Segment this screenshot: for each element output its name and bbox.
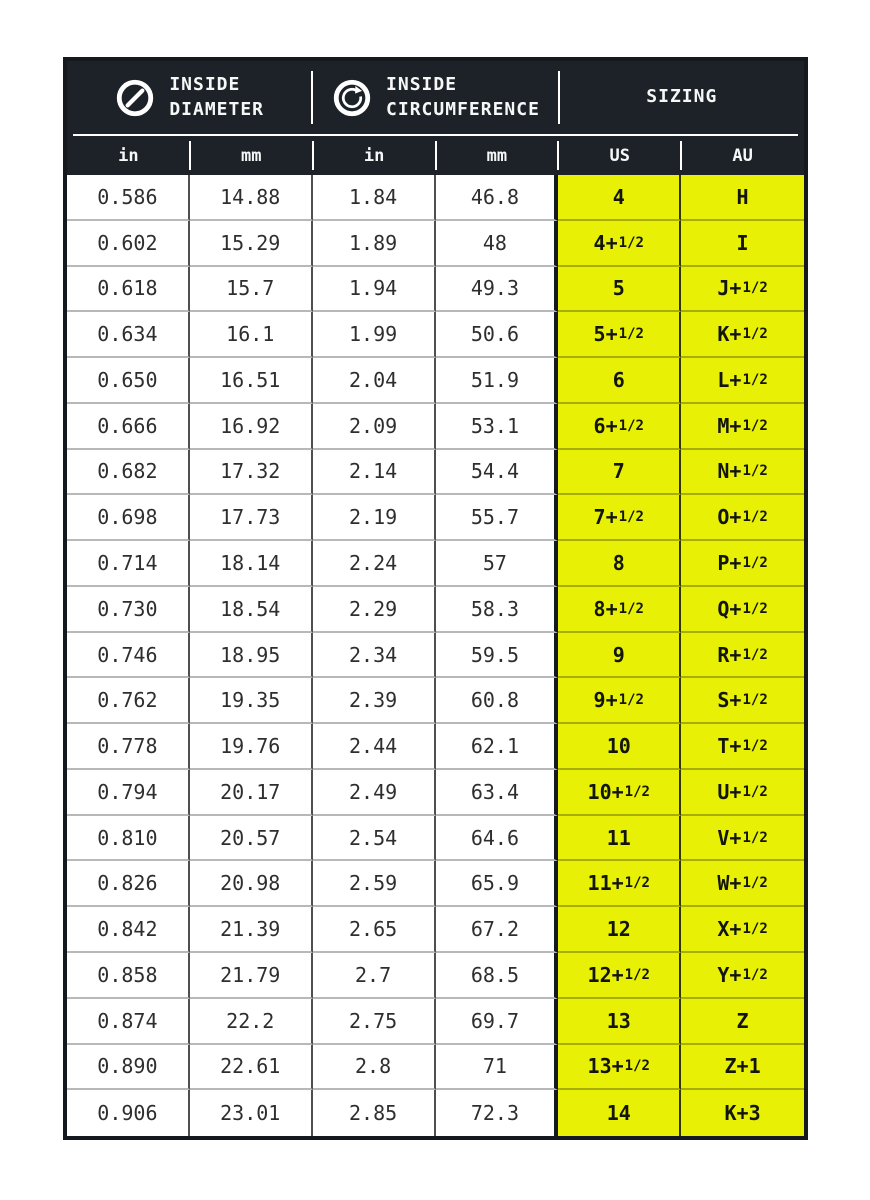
- cell-diameter-in: 0.666: [67, 404, 190, 450]
- column-header-diameter-mm: mm: [190, 136, 313, 175]
- cell-size-us: 14: [558, 1090, 681, 1136]
- cell-circumference-in: 2.14: [313, 450, 436, 496]
- cell-diameter-in: 0.874: [67, 999, 190, 1045]
- cell-diameter-mm: 20.57: [190, 816, 313, 862]
- cell-circumference-mm: 57: [436, 541, 559, 587]
- diameter-icon: [114, 77, 156, 119]
- table-row: [67, 495, 804, 541]
- cell-circumference-in: 2.09: [313, 404, 436, 450]
- cell-size-au: H: [681, 175, 804, 221]
- header-label-line2: DIAMETER: [169, 98, 265, 120]
- cell-circumference-mm: 55.7: [436, 495, 559, 541]
- cell-diameter-mm: 14.88: [190, 175, 313, 221]
- cell-size-au: Q+ 1/2: [681, 587, 804, 633]
- cell-circumference-in: 2.54: [313, 816, 436, 862]
- cell-diameter-mm: 22.61: [190, 1045, 313, 1091]
- header-inside-circumference: [313, 61, 557, 134]
- cell-circumference-mm: 71: [436, 1045, 559, 1091]
- cell-size-au: O+ 1/2: [681, 495, 804, 541]
- header-sizing: [560, 61, 804, 134]
- cell-size-us: 9+ 1/2: [558, 678, 681, 724]
- cell-diameter-mm: 18.54: [190, 587, 313, 633]
- cell-circumference-mm: 51.9: [436, 358, 559, 404]
- cell-size-au: L+ 1/2: [681, 358, 804, 404]
- cell-diameter-in: 0.650: [67, 358, 190, 404]
- table-body: [67, 175, 804, 1136]
- table-row: [67, 633, 804, 679]
- cell-diameter-in: 0.698: [67, 495, 190, 541]
- header-label-line1: SIZING: [646, 86, 718, 108]
- circumference-icon: [331, 77, 373, 119]
- cell-circumference-in: 2.19: [313, 495, 436, 541]
- cell-size-us: 7+ 1/2: [558, 495, 681, 541]
- cell-diameter-mm: 18.95: [190, 633, 313, 679]
- cell-circumference-mm: 68.5: [436, 953, 559, 999]
- cell-size-au: R+ 1/2: [681, 633, 804, 679]
- cell-diameter-mm: 16.92: [190, 404, 313, 450]
- cell-circumference-mm: 54.4: [436, 450, 559, 496]
- cell-size-us: 4+ 1/2: [558, 221, 681, 267]
- table-row: [67, 358, 804, 404]
- cell-size-us: 4: [558, 175, 681, 221]
- table-row: [67, 1090, 804, 1136]
- cell-size-au: K+ 1/2: [681, 312, 804, 358]
- cell-circumference-mm: 72.3: [436, 1090, 559, 1136]
- cell-size-us: 11+ 1/2: [558, 861, 681, 907]
- cell-diameter-in: 0.858: [67, 953, 190, 999]
- cell-circumference-in: 2.49: [313, 770, 436, 816]
- cell-diameter-in: 0.586: [67, 175, 190, 221]
- cell-size-au: I: [681, 221, 804, 267]
- cell-circumference-in: 2.75: [313, 999, 436, 1045]
- cell-size-au: N+ 1/2: [681, 450, 804, 496]
- header-label: [169, 73, 264, 122]
- table-row: [67, 861, 804, 907]
- cell-size-au: M+ 1/2: [681, 404, 804, 450]
- cell-size-au: W+ 1/2: [681, 861, 804, 907]
- table-row: [67, 221, 804, 267]
- header-label-line2: CIRCUMFERENCE: [386, 98, 540, 120]
- cell-circumference-in: 2.29: [313, 587, 436, 633]
- cell-circumference-in: 2.8: [313, 1045, 436, 1091]
- table-row: [67, 404, 804, 450]
- cell-circumference-in: 2.7: [313, 953, 436, 999]
- cell-circumference-in: 1.84: [313, 175, 436, 221]
- table-row: [67, 541, 804, 587]
- table-row: [67, 1045, 804, 1091]
- cell-circumference-mm: 58.3: [436, 587, 559, 633]
- cell-size-us: 9: [558, 633, 681, 679]
- cell-circumference-mm: 65.9: [436, 861, 559, 907]
- cell-diameter-mm: 19.76: [190, 724, 313, 770]
- cell-size-au: S+ 1/2: [681, 678, 804, 724]
- table-row: [67, 724, 804, 770]
- cell-diameter-in: 0.778: [67, 724, 190, 770]
- cell-size-au: J+ 1/2: [681, 267, 804, 313]
- cell-circumference-mm: 64.6: [436, 816, 559, 862]
- cell-size-au: Z: [681, 999, 804, 1045]
- cell-diameter-mm: 20.98: [190, 861, 313, 907]
- cell-circumference-in: 2.44: [313, 724, 436, 770]
- cell-size-au: K+3: [681, 1090, 804, 1136]
- table-row: [67, 267, 804, 313]
- table-row: [67, 770, 804, 816]
- cell-circumference-in: 2.34: [313, 633, 436, 679]
- table-row: [67, 312, 804, 358]
- cell-diameter-mm: 16.51: [190, 358, 313, 404]
- cell-diameter-in: 0.634: [67, 312, 190, 358]
- ring-size-chart: [63, 57, 808, 1140]
- cell-size-au: V+ 1/2: [681, 816, 804, 862]
- cell-size-us: 7: [558, 450, 681, 496]
- cell-diameter-in: 0.906: [67, 1090, 190, 1136]
- cell-diameter-mm: 15.7: [190, 267, 313, 313]
- cell-diameter-in: 0.682: [67, 450, 190, 496]
- cell-size-au: Z+1: [681, 1045, 804, 1091]
- header-label: [646, 85, 717, 109]
- header-label-line1: INSIDE: [386, 74, 458, 96]
- cell-size-us: 8+ 1/2: [558, 587, 681, 633]
- cell-size-us: 6: [558, 358, 681, 404]
- cell-size-au: U+ 1/2: [681, 770, 804, 816]
- cell-size-au: P+ 1/2: [681, 541, 804, 587]
- table-head: [67, 61, 804, 175]
- cell-diameter-mm: 18.14: [190, 541, 313, 587]
- table-row: [67, 907, 804, 953]
- column-header-circumference-mm: mm: [436, 136, 559, 175]
- table-row: [67, 953, 804, 999]
- cell-circumference-mm: 59.5: [436, 633, 559, 679]
- cell-size-au: T+ 1/2: [681, 724, 804, 770]
- cell-diameter-mm: 19.35: [190, 678, 313, 724]
- cell-diameter-mm: 16.1: [190, 312, 313, 358]
- cell-diameter-in: 0.714: [67, 541, 190, 587]
- header-inside-diameter: [67, 61, 311, 134]
- cell-diameter-mm: 21.39: [190, 907, 313, 953]
- cell-circumference-mm: 53.1: [436, 404, 559, 450]
- table-subheader: [67, 136, 804, 175]
- cell-size-us: 8: [558, 541, 681, 587]
- header-label-line1: INSIDE: [169, 74, 241, 96]
- cell-circumference-in: 1.94: [313, 267, 436, 313]
- cell-circumference-mm: 63.4: [436, 770, 559, 816]
- column-header-us: US: [558, 136, 681, 175]
- cell-diameter-mm: 23.01: [190, 1090, 313, 1136]
- column-header-au: AU: [681, 136, 804, 175]
- cell-diameter-in: 0.810: [67, 816, 190, 862]
- cell-diameter-mm: 17.73: [190, 495, 313, 541]
- cell-size-us: 13: [558, 999, 681, 1045]
- cell-diameter-in: 0.602: [67, 221, 190, 267]
- cell-size-us: 6+ 1/2: [558, 404, 681, 450]
- cell-circumference-in: 2.59: [313, 861, 436, 907]
- table-row: [67, 587, 804, 633]
- cell-circumference-mm: 67.2: [436, 907, 559, 953]
- cell-circumference-in: 2.24: [313, 541, 436, 587]
- cell-diameter-in: 0.746: [67, 633, 190, 679]
- header-label: [386, 73, 540, 122]
- cell-size-us: 12: [558, 907, 681, 953]
- cell-circumference-in: 2.04: [313, 358, 436, 404]
- cell-size-us: 12+ 1/2: [558, 953, 681, 999]
- cell-diameter-mm: 21.79: [190, 953, 313, 999]
- cell-diameter-mm: 15.29: [190, 221, 313, 267]
- table-row: [67, 678, 804, 724]
- cell-circumference-mm: 49.3: [436, 267, 559, 313]
- table-row: [67, 999, 804, 1045]
- cell-circumference-mm: 50.6: [436, 312, 559, 358]
- table-header: [67, 61, 804, 134]
- cell-diameter-mm: 22.2: [190, 999, 313, 1045]
- cell-diameter-mm: 20.17: [190, 770, 313, 816]
- cell-circumference-in: 2.39: [313, 678, 436, 724]
- cell-size-us: 5: [558, 267, 681, 313]
- table-row: [67, 175, 804, 221]
- cell-circumference-in: 1.99: [313, 312, 436, 358]
- cell-diameter-in: 0.842: [67, 907, 190, 953]
- cell-diameter-in: 0.762: [67, 678, 190, 724]
- cell-diameter-in: 0.826: [67, 861, 190, 907]
- cell-circumference-mm: 69.7: [436, 999, 559, 1045]
- cell-diameter-in: 0.794: [67, 770, 190, 816]
- cell-size-us: 5+ 1/2: [558, 312, 681, 358]
- cell-circumference-mm: 60.8: [436, 678, 559, 724]
- cell-diameter-in: 0.730: [67, 587, 190, 633]
- cell-circumference-mm: 62.1: [436, 724, 559, 770]
- table-row: [67, 816, 804, 862]
- cell-circumference-in: 2.85: [313, 1090, 436, 1136]
- table-row: [67, 450, 804, 496]
- column-header-diameter-in: in: [118, 145, 139, 166]
- cell-diameter-in: 0.618: [67, 267, 190, 313]
- cell-circumference-mm: 46.8: [436, 175, 559, 221]
- cell-circumference-in: 2.65: [313, 907, 436, 953]
- cell-size-us: 11: [558, 816, 681, 862]
- cell-size-us: 10+ 1/2: [558, 770, 681, 816]
- cell-size-au: Y+ 1/2: [681, 953, 804, 999]
- cell-circumference-in: 1.89: [313, 221, 436, 267]
- cell-diameter-mm: 17.32: [190, 450, 313, 496]
- column-header-circumference-in: in: [313, 136, 436, 175]
- cell-size-au: X+ 1/2: [681, 907, 804, 953]
- cell-size-us: 10: [558, 724, 681, 770]
- cell-diameter-in: 0.890: [67, 1045, 190, 1091]
- cell-circumference-mm: 48: [436, 221, 559, 267]
- cell-size-us: 13+ 1/2: [558, 1045, 681, 1091]
